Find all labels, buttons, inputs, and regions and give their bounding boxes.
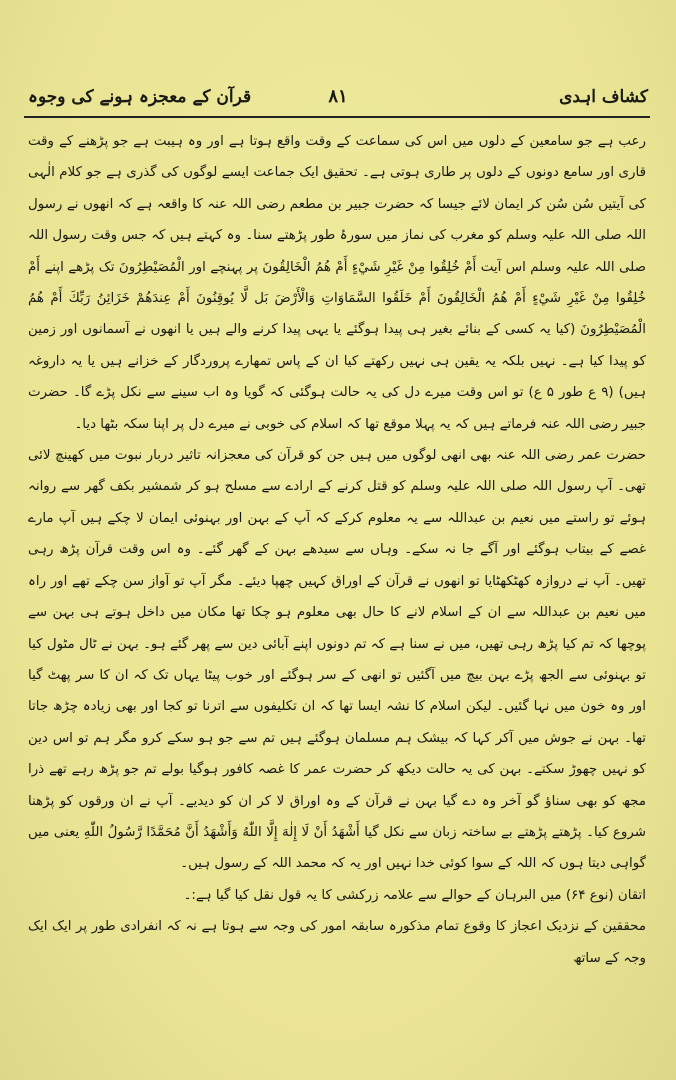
paragraph-3: اتقان (نوع ۶۴) میں البرہان کے حوالے سے علامہ زرکشی کا یہ قول نقل کیا گیا ہے:۔ — [183, 887, 646, 903]
running-head-book-title: کشاف اہدی — [559, 87, 648, 107]
paragraph-4: محققین کے نزدیک اعجاز کا وقوع تمام مذکورہ سابقہ امور کی وجہ سے ہوتا ہے نہ کہ انفرادی طور پر ایک ایک وجہ کے ساتھ — [28, 919, 646, 966]
paragraph-2: حضرت عمر رضی اللہ عنہ بھی انھی لوگوں میں ہیں جن کو قرآن کی معجزانہ تاثیر دربار نبوت میں کھینچ لائی تھی۔ آپ رسول اللہ صلی اللہ علیہ وسلم کو قتل کرنے کے ارادے سے مسلح ہو کر شمشیر بکف گھر سے روانہ ہوئے تو راستے میں نعیم بن عبداللہ سے یہ معلوم کرکے کہ آپ کے بہن اور بہنوئی ایمان لا چکے ہیں آپ مارے غصے کے بیتاب ہوگئے اور آگے جا نہ سکے۔ وہاں سے سیدھے بہن کے گھر گئے۔ وہ اس وقت قرآن پڑھ رہی تھیں۔ آپ نے دروازہ کھٹکھٹایا تو انھوں نے قرآن کے اوراق کہیں چھپا دیئے۔ مگر آپ تو آواز سن چکے تھے اور راہ میں نعیم بن عبداللہ سے ان کے اسلام لانے کا حال بھی معلوم ہو چکا تھا مکان میں داخل ہوتے ہی بہن سے پوچھا کہ تم کیا پڑھ رہی تھیں، میں نے سنا ہے کہ تم دونوں اپنے آبائی دین سے پھر گئے ہو۔ بہن نے ٹال مٹول کیا تو بہنوئی سے الجھ پڑے بہن بیچ میں آگئیں تو انھی کے سر ہوگئے اور خوب پیٹا یہاں تک کہ ان کا سر پھٹ گیا اور وہ خون میں نہا گئیں۔ لیکن اسلام کا نشہ ایسا تھا کہ ان تکلیفوں سے اترنا تو کجا اور بھی زیادہ چڑھ جاتا تھا۔ بہن نے جوش میں آکر کہا کہ بیشک ہم مسلمان ہوگئے ہیں تم سے جو ہو سکے کرو مگر ہم تو اس دین کو نہیں چھوڑ سکتے۔ بہن کی یہ حالت دیکھ کر حضرت عمر کا غصہ کافور ہوگیا بولے تم جو پڑھ رہے تھے ذرا مجھ کو بھی سناؤ گو آخر وہ دے گیا بہن نے قرآن کے وہ اوراق لا کر ان کو دیدیے۔ آپ نے ان ورقوں کو پڑھنا شروع کیا۔ پڑھتے پڑھتے بے ساختہ زبان سے نکل گیا أَشْهَدُ أَنْ لَا إِلٰهَ إِلَّا اللّٰهُ وَأَشْهَدُ أَنَّ مُحَمَّدًا رَّسُولُ اللّٰهِ یعنی میں گواہی دیتا ہوں کہ اللہ کے سوا کوئی خدا نہیں اور یہ کہ محمد اللہ کے رسول ہیں۔ — [28, 448, 646, 872]
paragraph-1: رعب ہے جو سامعین کے دلوں میں اس کی سماعت کے وقت واقع ہوتا ہے اور وہ ہیبت ہے جو پڑھنے کے وقت قاری اور سامع دونوں کے دلوں پر طاری ہوتی ہے۔ تحقیق ایک جماعت ایسے لوگوں کی گذری ہے جو کلام الٰہی کی آیتیں سُن سُن کر ایمان لائے جیسا کہ حضرت جبیر بن مطعم رضی اللہ عنہ کا واقعہ ہے کہ انھوں نے رسول اللہ صلی اللہ علیہ وسلم کو مغرب کی نماز میں سورۂ طور پڑھتے سنا۔ وہ کہتے ہیں کہ جس وقت رسول اللہ صلی اللہ علیہ وسلم اس آیت أَمْ خُلِقُوا مِنْ غَيْرِ شَيْءٍ أَمْ هُمُ الْخَالِقُونَ پر پہنچے اور الْمُصَيْطِرُونَ تک پڑھے اپنے أَمْ خُلِقُوا مِنْ غَيْرِ شَيْءٍ أَمْ هُمُ الْخَالِقُونَ أَمْ خَلَقُوا السَّمَاوَاتِ وَالْأَرْضَ بَل لَّا يُوقِنُونَ أَمْ عِندَهُمْ خَزَائِنُ رَبِّكَ أَمْ هُمُ الْمُصَيْطِرُونَ (کیا یہ کسی کے بنائے بغیر ہی پیدا ہوگئے یا یہی پیدا کرنے والے ہیں یا انھوں نے آسمانوں اور زمین کو پیدا کیا ہے۔ نہیں بلکہ یہ یقین ہی نہیں رکھتے کیا ان کے پاس تمھارے پروردگار کے خزانے ہیں یا یہ داروغہ ہیں) (۹ ع طور ۵ ع) تو اس وقت میرے دل کی یہ حالت ہوگئی کہ گویا وہ اب سینے سے نکل پڑے گا۔ حضرت جبیر رضی اللہ عنہ فرماتے ہیں کہ یہ پہلا موقع تھا کہ اسلام کی خوبی نے میرے دل پر اپنا سکہ بٹھا دیا۔ — [28, 134, 646, 432]
body-text — [28, 126, 646, 974]
page-number: ۸۱ — [328, 86, 348, 107]
page-header — [28, 86, 648, 116]
running-head-chapter-title: قرآن کے معجزہ ہونے کی وجوہ — [28, 87, 252, 107]
header-rule — [24, 116, 650, 118]
